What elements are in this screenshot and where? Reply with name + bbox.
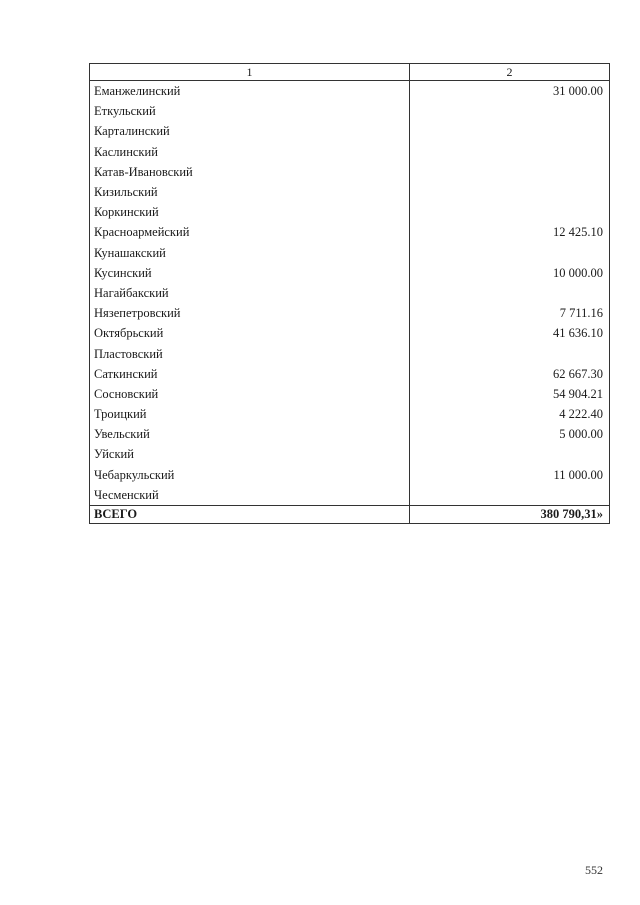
table-row	[90, 121, 610, 141]
district-amount	[410, 283, 610, 303]
allocation-table	[89, 63, 610, 524]
table-row	[90, 142, 610, 162]
district-amount: 11 000.00	[410, 465, 610, 485]
table-row	[90, 283, 610, 303]
district-amount	[410, 243, 610, 263]
table-row	[90, 263, 610, 283]
district-amount: 31 000.00	[410, 81, 610, 102]
table-row	[90, 81, 610, 102]
table-row	[90, 485, 610, 506]
district-amount: 62 667.30	[410, 364, 610, 384]
district-name: Чесменский	[90, 485, 410, 506]
total-amount: 380 790,31»	[410, 505, 610, 523]
district-name: Сосновский	[90, 384, 410, 404]
header-row	[90, 64, 610, 81]
district-name: Кунашакский	[90, 243, 410, 263]
district-amount	[410, 101, 610, 121]
district-amount	[410, 121, 610, 141]
column-header-2: 2	[410, 64, 610, 81]
district-name: Троицкий	[90, 404, 410, 424]
table-row	[90, 222, 610, 242]
district-name: Карталинский	[90, 121, 410, 141]
district-name: Катав-Ивановский	[90, 162, 410, 182]
table-row	[90, 243, 610, 263]
table-row	[90, 444, 610, 464]
district-amount	[410, 485, 610, 506]
table-row	[90, 384, 610, 404]
table-row	[90, 162, 610, 182]
district-name: Каслинский	[90, 142, 410, 162]
column-header-1: 1	[90, 64, 410, 81]
district-amount	[410, 182, 610, 202]
district-name: Увельский	[90, 424, 410, 444]
table-row	[90, 101, 610, 121]
table-row	[90, 424, 610, 444]
table-row	[90, 182, 610, 202]
table-row	[90, 343, 610, 363]
district-name: Саткинский	[90, 364, 410, 384]
district-name: Нагайбакский	[90, 283, 410, 303]
district-amount: 4 222.40	[410, 404, 610, 424]
table-row	[90, 323, 610, 343]
table-row	[90, 303, 610, 323]
district-amount: 12 425.10	[410, 222, 610, 242]
district-amount: 5 000.00	[410, 424, 610, 444]
district-name: Кизильский	[90, 182, 410, 202]
district-name: Чебаркульский	[90, 465, 410, 485]
total-row	[90, 505, 610, 523]
district-name: Нязепетровский	[90, 303, 410, 323]
table-row	[90, 465, 610, 485]
table-row	[90, 202, 610, 222]
page-number: 552	[585, 863, 603, 877]
district-name: Коркинский	[90, 202, 410, 222]
district-name: Красноармейский	[90, 222, 410, 242]
district-amount: 10 000.00	[410, 263, 610, 283]
total-label: ВСЕГО	[90, 505, 410, 523]
district-name: Пластовский	[90, 343, 410, 363]
district-name: Еткульский	[90, 101, 410, 121]
district-amount: 54 904.21	[410, 384, 610, 404]
district-amount: 41 636.10	[410, 323, 610, 343]
district-amount	[410, 343, 610, 363]
district-amount	[410, 142, 610, 162]
table-row	[90, 404, 610, 424]
district-name: Кусинский	[90, 263, 410, 283]
table-row	[90, 364, 610, 384]
district-amount	[410, 162, 610, 182]
district-name: Уйский	[90, 444, 410, 464]
district-name: Еманжелинский	[90, 81, 410, 102]
district-amount	[410, 202, 610, 222]
district-name: Октябрьский	[90, 323, 410, 343]
district-amount	[410, 444, 610, 464]
district-amount: 7 711.16	[410, 303, 610, 323]
